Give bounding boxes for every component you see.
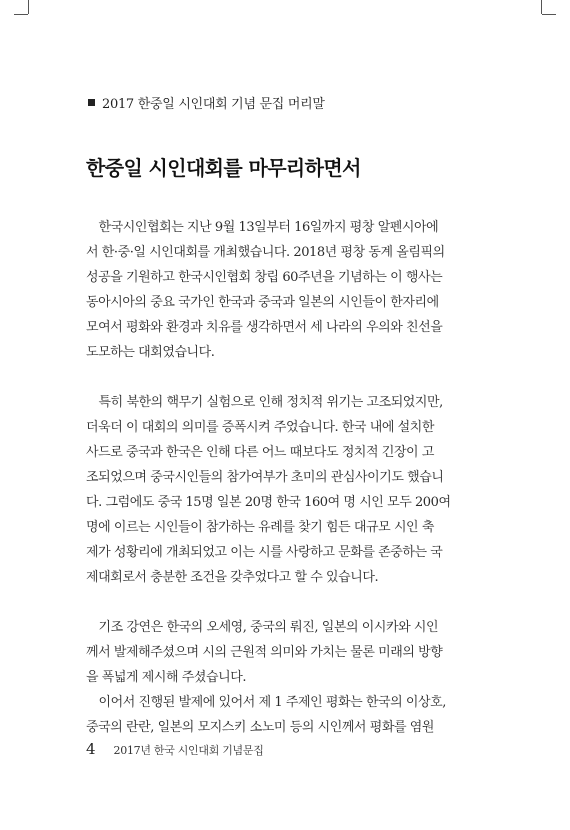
text-line: 중국의 란란, 일본의 모지스키 소노미 등의 시인께서 평화를 염원 [86,720,434,735]
page-footer [86,740,264,758]
text-line: 모여서 평화와 환경과 치유를 생각하면서 세 나라의 우의와 친선을 [86,320,443,335]
section-label-text: 2017 한중일 시인대회 기념 문집 머리말 [102,97,325,112]
text-line: 동아시아의 중요 국가인 한국과 중국과 일본의 시인들이 한자리에 [86,295,439,310]
text-line: 한국시인협회는 지난 9월 13일부터 16일까지 평창 알펜시아에 [86,220,439,235]
text-line: 제가 성황리에 개최되었고 이는 시를 사랑하고 문화를 존중하는 국 [86,545,443,560]
text-line: 사드로 중국과 한국은 인해 다른 어느 때보다도 정치적 긴장이 고 [86,445,434,460]
section-label [88,93,325,112]
crop-mark-top-left-h [14,14,28,15]
text-line: 더욱더 이 대회의 의미를 증폭시켜 주었습니다. 한국 내에 설치한 [86,420,434,435]
paragraph-3 [86,615,486,690]
text-line: 조되었으며 중국시인들의 참가여부가 초미의 관심사이기도 했습니 [86,470,444,485]
square-bullet-icon [88,99,95,106]
paragraph-4 [86,690,486,740]
running-footer-title: 2017년 한국 시인대회 기념문집 [113,744,264,757]
text-line: 명에 이르는 시인들이 참가하는 유례를 찾기 힘든 대규모 시인 축 [86,520,434,535]
text-line: 제대회로서 충분한 조건을 갖추었다고 할 수 있습니다. [86,570,379,585]
text-line: 도모하는 대회였습니다. [86,345,215,360]
crop-mark-top-left [28,0,29,14]
page-number: 4 [86,740,96,758]
body-text [86,215,486,740]
text-line: 을 폭넓게 제시해 주셨습니다. [86,670,247,685]
text-line: 서 한·중·일 시인대회를 개최했습니다. 2018년 평창 동계 올림픽의 [86,245,445,260]
text-line: 기조 강연은 한국의 오세영, 중국의 뤄진, 일본의 이시카와 시인 [86,620,439,635]
paragraph-2 [86,390,486,590]
text-line: 께서 발제해주셨으며 시의 근원적 의미와 가치는 물론 미래의 방향 [86,645,443,660]
paragraph-gap [86,365,486,390]
text-line: 다. 그럼에도 중국 15명 일본 20명 한국 160여 명 시인 모두 200여 [86,495,451,510]
crop-mark-top-right [541,0,542,14]
crop-mark-top-right-h [542,14,556,15]
page-title: 한중일 시인대회를 마무리하면서 [86,156,361,180]
paragraph-gap [86,590,486,615]
paragraph-1 [86,215,486,365]
text-line: 특히 북한의 핵무기 실험으로 인해 정치적 위기는 고조되었지만, [86,395,443,410]
text-line: 성공을 기원하고 한국시인협회 창립 60주년을 기념하는 이 행사는 [86,270,443,285]
text-line: 이어서 진행된 발제에 있어서 제 1 주제인 평화는 한국의 이상호, [86,695,446,710]
